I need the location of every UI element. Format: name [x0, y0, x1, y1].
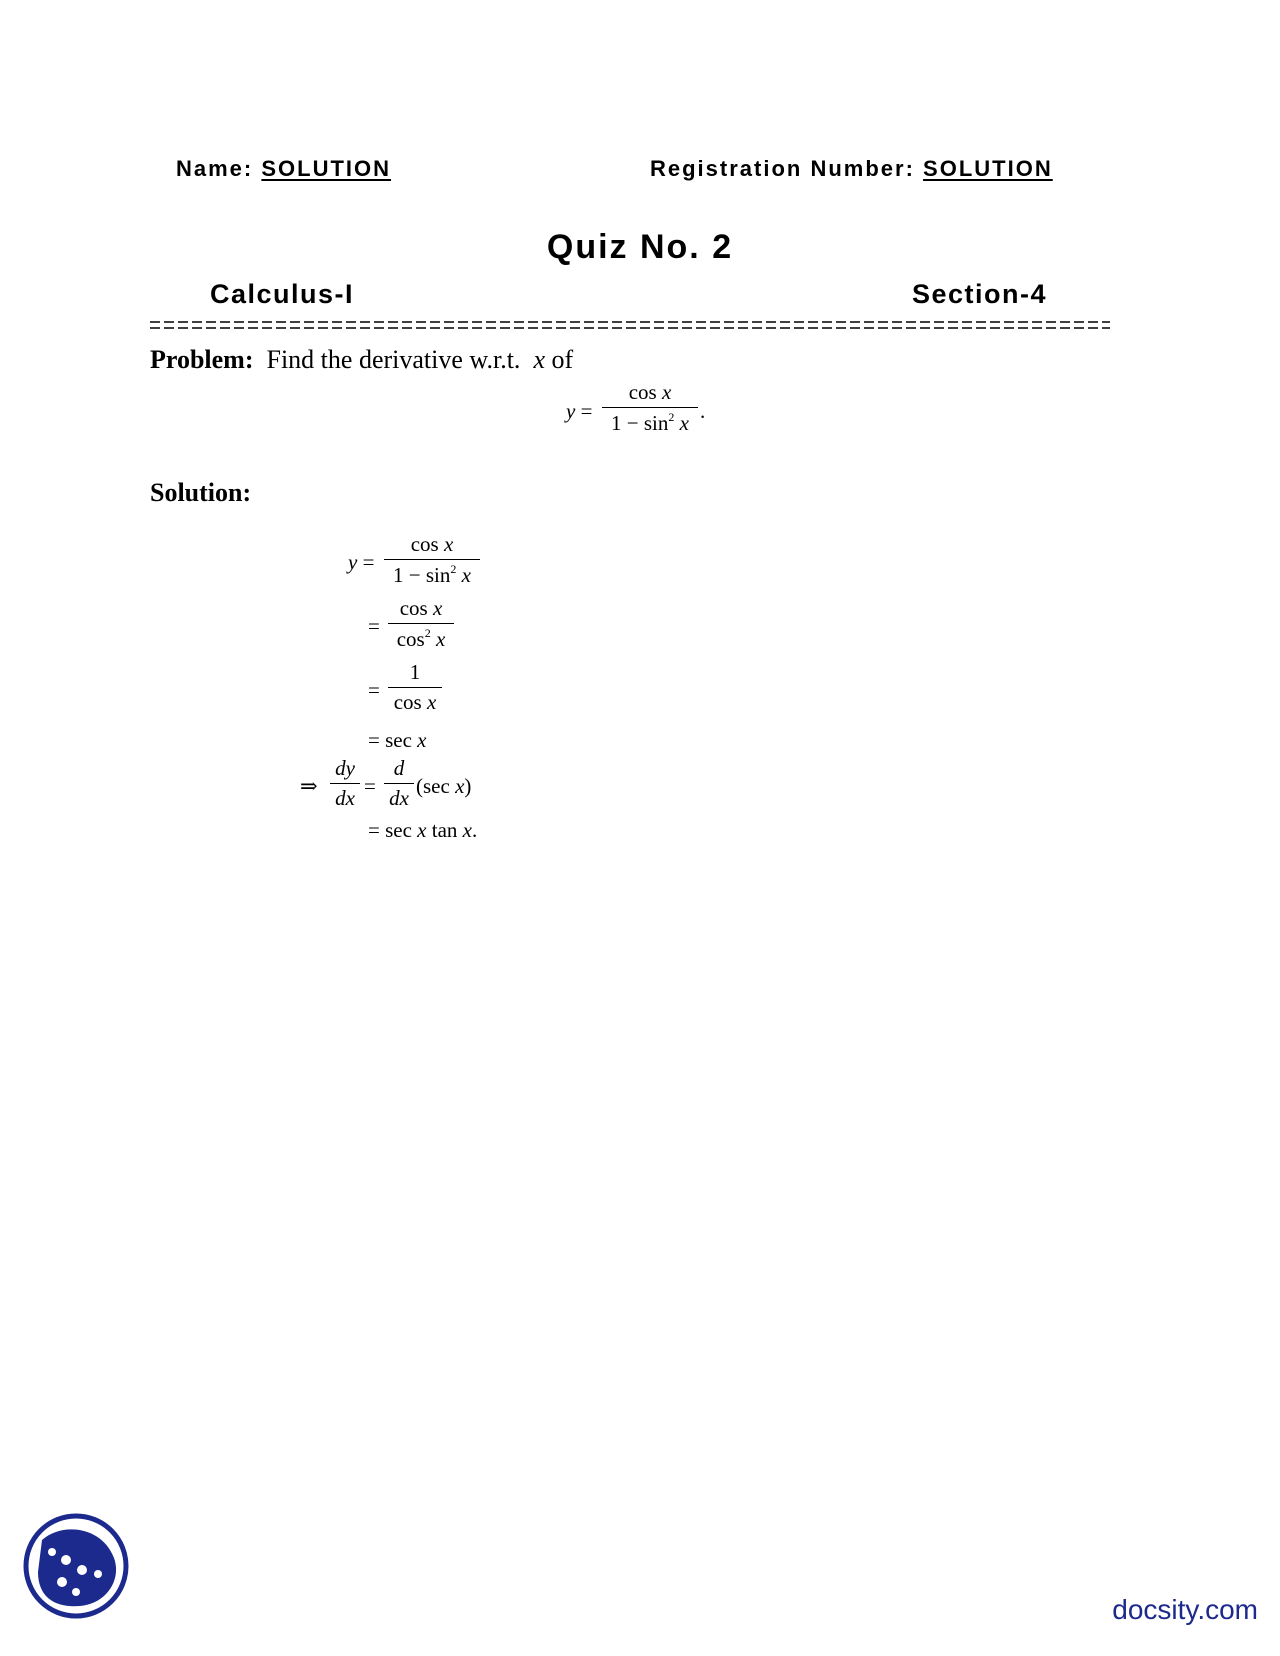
problem-statement: [150, 345, 573, 375]
name-value: SOLUTION: [261, 156, 392, 181]
section-number: Section-4: [912, 279, 1048, 309]
divider-rule: [150, 320, 1110, 330]
problem-of: of: [551, 345, 574, 374]
registration-value: SOLUTION: [923, 156, 1053, 181]
name-label: Name:: [176, 156, 254, 181]
registration-label: Registration Number:: [650, 156, 915, 181]
name-field: [176, 156, 391, 182]
solution-derivation: y = cos x $1 - \sin^2 x$ = cos x $\cos^2 x$ = 1 cos x = sec x ⇒ dy dx = d dx (sec x) = sec x tan x.: [300, 530, 600, 850]
course-name: Calculus-I: [210, 279, 355, 309]
solution-label: Solution:: [150, 478, 252, 507]
page-title: Quiz No. 2: [546, 228, 734, 266]
docsity-logo-icon: [22, 1512, 130, 1620]
problem-variable: x: [533, 345, 545, 374]
problem-equation: y = cos x $1 - \sin^2 x$ .: [566, 380, 706, 435]
problem-text: Find the derivative w.r.t.: [266, 345, 521, 374]
brand-link[interactable]: docsity.com: [1112, 1594, 1258, 1625]
problem-label: Problem:: [150, 345, 254, 374]
registration-field: [650, 156, 1053, 182]
